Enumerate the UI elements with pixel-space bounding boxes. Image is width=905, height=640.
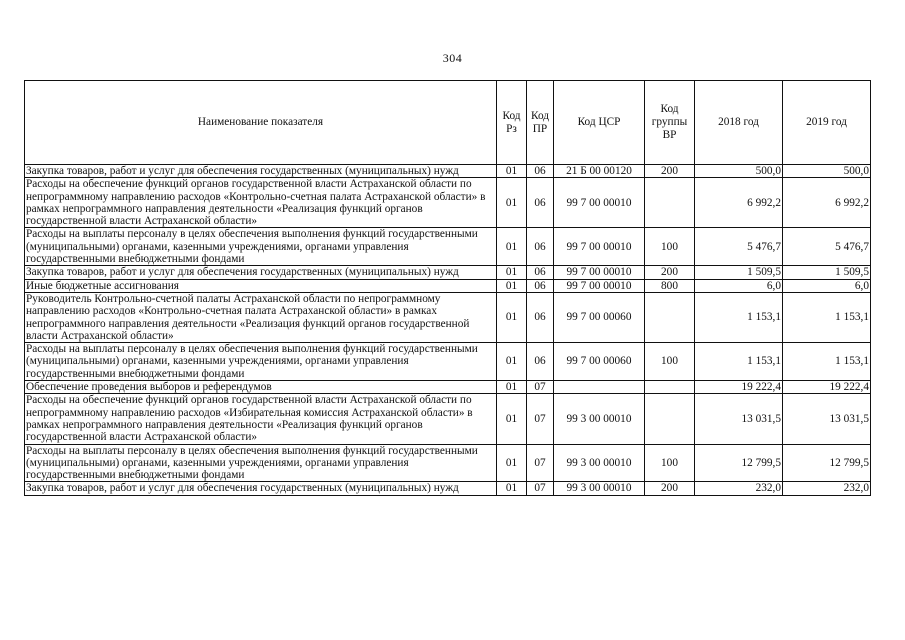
- header-vr: Код группы ВР: [645, 81, 695, 165]
- row-csr: 99 3 00 00010: [554, 394, 645, 444]
- row-vr: [645, 178, 695, 228]
- row-csr: 99 7 00 00010: [554, 178, 645, 228]
- row-2019: 232,0: [783, 482, 871, 495]
- table-row: [25, 228, 871, 266]
- table-row: [25, 444, 871, 482]
- row-vr: 200: [645, 482, 695, 495]
- table-row: [25, 266, 871, 279]
- row-vr: 100: [645, 228, 695, 266]
- table-row: [25, 178, 871, 228]
- page-number: 304: [442, 51, 463, 65]
- row-name: Закупка товаров, работ и услуг для обеспечения государственных (муниципальных) нужд: [25, 266, 497, 279]
- table-row: [25, 165, 871, 178]
- row-2019: 1 153,1: [783, 292, 871, 342]
- row-csr: 99 7 00 00060: [554, 292, 645, 342]
- row-csr: 99 3 00 00010: [554, 482, 645, 495]
- row-2018: 1 153,1: [695, 343, 783, 381]
- table-header-row: [25, 81, 871, 165]
- row-2018: 6 992,2: [695, 178, 783, 228]
- row-name: Иные бюджетные ассигнования: [25, 279, 497, 292]
- row-rz: 01: [497, 178, 527, 228]
- row-pr: 06: [527, 279, 554, 292]
- row-name: Расходы на выплаты персоналу в целях обеспечения выполнения функций государственными (муниципальными) органами, казенными учреждениями, органами управления государственными внебюджетными фондами: [25, 444, 497, 482]
- header-pr: Код ПР: [527, 81, 554, 165]
- row-2018: 5 476,7: [695, 228, 783, 266]
- row-2018: 500,0: [695, 165, 783, 178]
- row-2019: 6 992,2: [783, 178, 871, 228]
- row-2019: 12 799,5: [783, 444, 871, 482]
- row-2019: 1 509,5: [783, 266, 871, 279]
- row-name: Обеспечение проведения выборов и референдумов: [25, 381, 497, 394]
- row-csr: 99 7 00 00010: [554, 228, 645, 266]
- row-pr: 06: [527, 165, 554, 178]
- row-csr: 99 3 00 00010: [554, 444, 645, 482]
- row-2018: 1 509,5: [695, 266, 783, 279]
- row-2018: 13 031,5: [695, 394, 783, 444]
- budget-table: [24, 80, 871, 496]
- header-csr: Код ЦСР: [554, 81, 645, 165]
- row-pr: 06: [527, 178, 554, 228]
- header-name: Наименование показателя: [25, 81, 497, 165]
- row-2019: 13 031,5: [783, 394, 871, 444]
- row-vr: 100: [645, 343, 695, 381]
- row-name: Расходы на выплаты персоналу в целях обеспечения выполнения функций государственными (муниципальными) органами, казенными учреждениями, органами управления государственными внебюджетными фондами: [25, 228, 497, 266]
- row-name: Руководитель Контрольно-счетной палаты Астраханской области по непрограммному направлению расходов «Контрольно-счетная палата Астраханской области» в рамках непрограммного направления деятельности «Реализация функций органов государственной власти Астраханской области»: [25, 292, 497, 342]
- row-csr: 99 7 00 00010: [554, 266, 645, 279]
- header-2019: 2019 год: [783, 81, 871, 165]
- row-pr: 07: [527, 381, 554, 394]
- row-vr: [645, 381, 695, 394]
- header-rz: Код Рз: [497, 81, 527, 165]
- row-vr: [645, 292, 695, 342]
- row-name: Закупка товаров, работ и услуг для обеспечения государственных (муниципальных) нужд: [25, 482, 497, 495]
- row-name: Расходы на обеспечение функций органов государственной власти Астраханской области по непрограммному направлению расходов «Контрольно-счетная палата Астраханской области» в рамках непрограммного направления деятельности «Реализация функций органов государственной власти Астраханской области»: [25, 178, 497, 228]
- row-vr: 200: [645, 165, 695, 178]
- row-vr: 800: [645, 279, 695, 292]
- row-rz: 01: [497, 381, 527, 394]
- row-pr: 06: [527, 292, 554, 342]
- row-pr: 06: [527, 228, 554, 266]
- row-2019: 5 476,7: [783, 228, 871, 266]
- row-csr: 21 Б 00 00120: [554, 165, 645, 178]
- row-pr: 06: [527, 343, 554, 381]
- row-pr: 07: [527, 482, 554, 495]
- row-pr: 07: [527, 444, 554, 482]
- row-rz: 01: [497, 394, 527, 444]
- row-name: Расходы на выплаты персоналу в целях обеспечения выполнения функций государственными (муниципальными) органами, казенными учреждениями, органами управления государственными внебюджетными фондами: [25, 343, 497, 381]
- row-2018: 1 153,1: [695, 292, 783, 342]
- row-name: Закупка товаров, работ и услуг для обеспечения государственных (муниципальных) нужд: [25, 165, 497, 178]
- row-name: Расходы на обеспечение функций органов государственной власти Астраханской области по непрограммному направлению расходов «Избирательная комиссия Астраханской области» в рамках непрограммного направления деятельности «Реализация функций органов государственной власти Астраханской области»: [25, 394, 497, 444]
- table-row: [25, 482, 871, 495]
- row-csr: 99 7 00 00060: [554, 343, 645, 381]
- table-row: [25, 279, 871, 292]
- row-rz: 01: [497, 266, 527, 279]
- table-row: [25, 292, 871, 342]
- row-rz: 01: [497, 343, 527, 381]
- row-2018: 19 222,4: [695, 381, 783, 394]
- table-row: [25, 381, 871, 394]
- row-rz: 01: [497, 228, 527, 266]
- row-2019: 1 153,1: [783, 343, 871, 381]
- row-2019: 19 222,4: [783, 381, 871, 394]
- row-pr: 07: [527, 394, 554, 444]
- row-vr: [645, 394, 695, 444]
- row-2019: 6,0: [783, 279, 871, 292]
- table-row: [25, 394, 871, 444]
- row-rz: 01: [497, 482, 527, 495]
- row-pr: 06: [527, 266, 554, 279]
- row-rz: 01: [497, 165, 527, 178]
- row-rz: 01: [497, 444, 527, 482]
- row-vr: 200: [645, 266, 695, 279]
- row-rz: 01: [497, 292, 527, 342]
- row-vr: 100: [645, 444, 695, 482]
- row-2018: 232,0: [695, 482, 783, 495]
- row-2018: 6,0: [695, 279, 783, 292]
- row-2018: 12 799,5: [695, 444, 783, 482]
- row-csr: [554, 381, 645, 394]
- row-rz: 01: [497, 279, 527, 292]
- table-row: [25, 343, 871, 381]
- header-2018: 2018 год: [695, 81, 783, 165]
- row-csr: 99 7 00 00010: [554, 279, 645, 292]
- row-2019: 500,0: [783, 165, 871, 178]
